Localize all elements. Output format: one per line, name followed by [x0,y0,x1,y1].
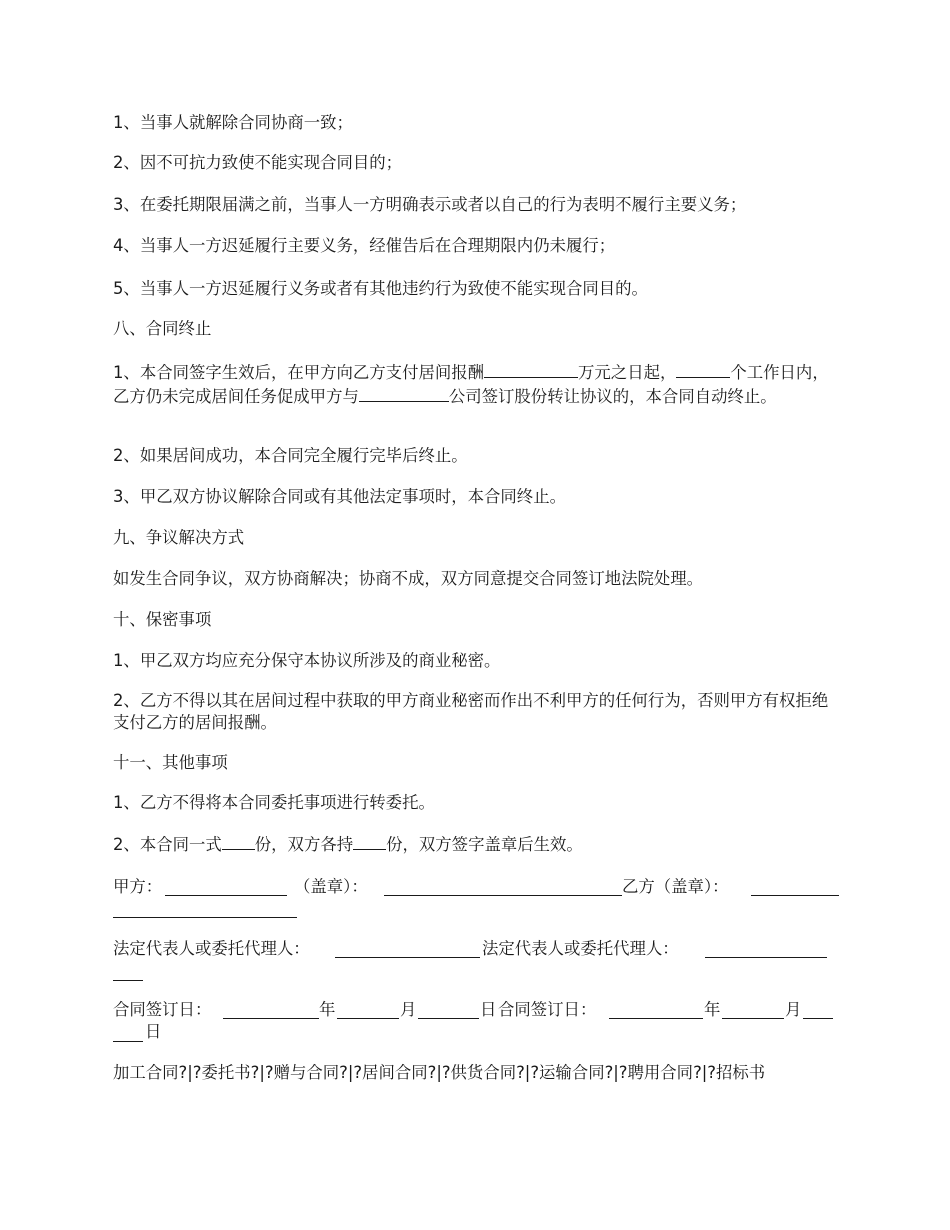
section-10-clause-1: 1、甲乙双方均应充分保守本协议所涉及的商业秘密。 [113,651,501,670]
section-10-clause-2: 2、乙方不得以其在居间过程中获取的甲方商业秘密而作出不利甲方的任何行为，否则甲方有权拒绝支付乙方的居间报酬。 [113,691,829,732]
blank-company [359,384,449,402]
date-a-month-blank [337,1001,399,1019]
party-a-label: 甲方： [113,877,163,896]
party-a-seal-blank [384,878,622,896]
rep-b-label: 法定代表人或委托代理人： [482,939,679,958]
party-a-seal-label: （盖章）： [294,877,368,896]
date-b-month-label: 月 [785,1000,802,1019]
rep-a-label: 法定代表人或委托代理人： [113,939,310,958]
section-11-clause-2: 2、本合同一式 份，双方各持 份，双方签字盖章后生效。 [113,832,583,856]
section-heading-10: 十、保密事项 [113,610,212,629]
termination-item-5: 5、当事人一方迟延履行义务或者有其他违约行为致使不能实现合同目的。 [113,279,648,298]
date-a-label: 合同签订日： [113,1000,212,1019]
rep-b-blank [705,940,827,958]
party-b-blank-cont [113,900,297,918]
date-b-year-label: 年 [704,1000,721,1019]
blank-amount [484,360,578,378]
section-8-clause-3: 3、甲乙双方协议解除合同或有其他法定事项时，本合同终止。 [113,487,566,506]
date-b-day-label: 日 [145,1022,162,1041]
date-a-year-label: 年 [319,1000,336,1019]
rep-a-blank [335,940,480,958]
date-a-month-label: 月 [400,1000,417,1019]
signature-date-row [113,999,840,1041]
blank-days [676,360,730,378]
section-heading-8: 八、合同终止 [113,319,212,338]
party-a-blank [165,878,287,896]
date-a-day-label: 日 [480,1000,497,1019]
blank-copies [222,832,255,850]
date-a-day-blank [418,1001,479,1019]
party-b-label: 乙方（盖章）： [622,877,729,896]
date-b-year-blank [609,1001,703,1019]
termination-item-4: 4、当事人一方迟延履行主要义务，经催告后在合理期限内仍未履行； [113,236,616,255]
termination-item-1: 1、当事人就解除合同协商一致； [113,113,353,132]
termination-item-2: 2、因不可抗力致使不能实现合同目的； [113,153,403,172]
section-11-clause-1: 1、乙方不得将本合同委托事项进行转委托。 [113,793,435,812]
date-a-year-blank [223,1001,319,1019]
date-b-label: 合同签订日： [498,1000,597,1019]
signature-representative-row [113,938,840,980]
termination-item-3: 3、在委托期限届满之前，当事人一方明确表示或者以自己的行为表明不履行主要义务； [113,195,747,214]
date-b-month-blank [722,1001,784,1019]
blank-copies-each [353,832,386,850]
section-8-clause-1: 1、本合同签字生效后，在甲方向乙方支付居间报酬 万元之日起， 个工作日内，乙方仍未完成居间任务促成甲方与 公司签订股份转让协议的，本合同自动终止。 [113,360,840,408]
related-documents-links[interactable]: 加工合同?|?委托书?|?赠与合同?|?居间合同?|?供货合同?|?运输合同?|?聘用合同?|?招标书 [113,1063,766,1082]
signature-party-row [113,876,840,916]
party-b-blank [751,878,839,896]
section-heading-9: 九、争议解决方式 [113,528,245,547]
date-b-day-blank [803,1001,833,1019]
section-heading-11: 十一、其他事项 [113,753,228,772]
date-b-day-blank-cont [113,1024,143,1042]
section-9-text: 如发生合同争议，双方协商解决；协商不成，双方同意提交合同签订地法院处理。 [113,569,704,588]
section-8-clause-2: 2、如果居间成功，本合同完全履行完毕后终止。 [113,446,468,465]
rep-b-blank-cont [113,963,143,981]
